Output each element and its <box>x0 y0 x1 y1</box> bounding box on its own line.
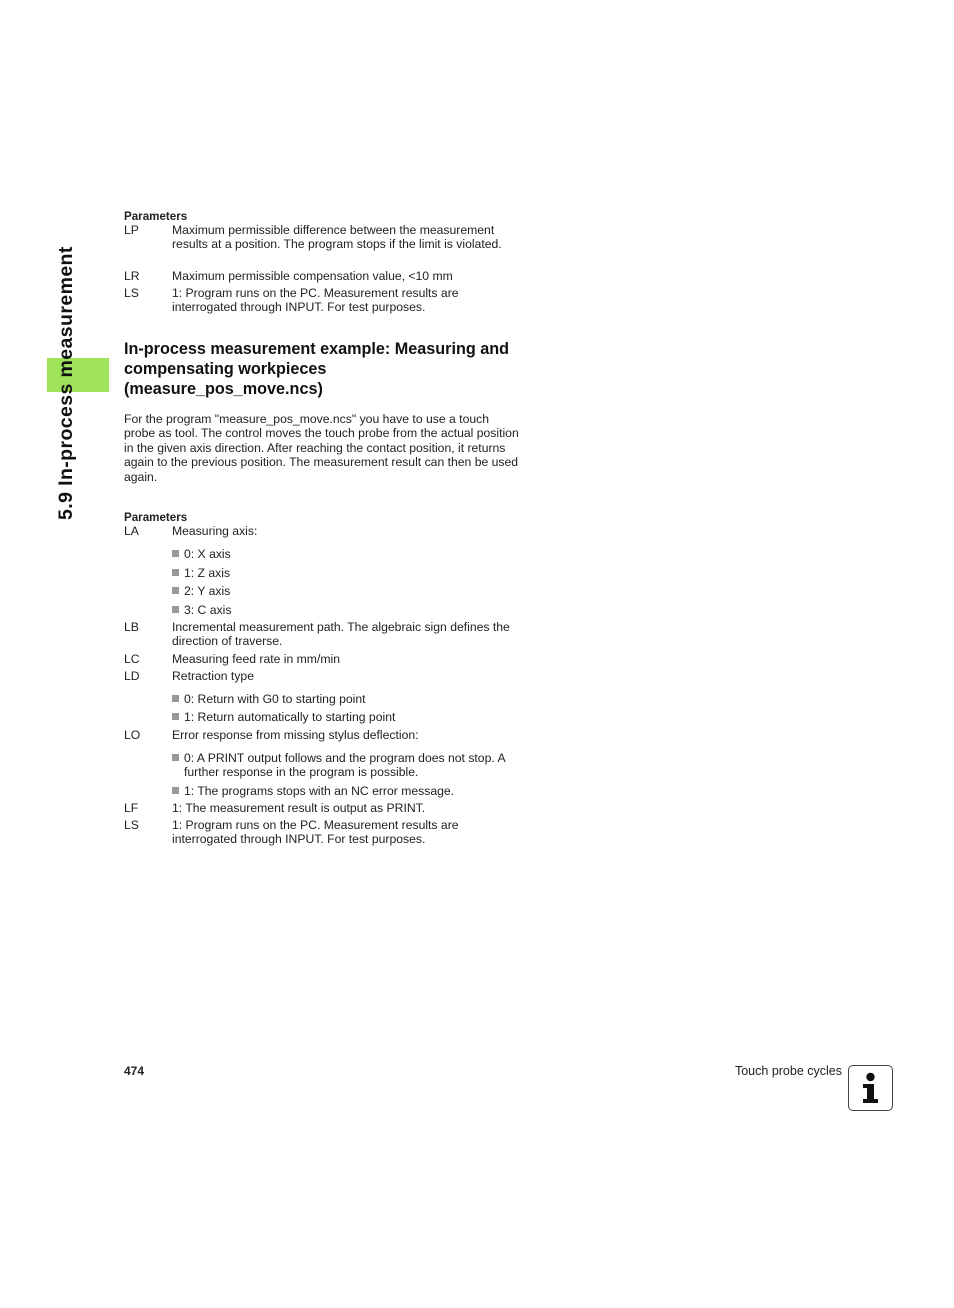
param-key: LB <box>124 620 139 634</box>
param-value: Maximum permissible compensation value, <10 mm <box>172 269 453 283</box>
intro-paragraph: For the program "measure_pos_move.ncs" you have to use a touch probe as tool. The control moves the touch probe from the actual position in the given axis direction. After reaching the contact position, it returns again to the previous position. The measurement result can then be used again. <box>124 412 519 484</box>
param-value: 1: The measurement result is output as PRINT. <box>172 801 426 815</box>
option-text: 1: Return automatically to starting point <box>184 710 396 724</box>
page-number: 474 <box>124 1064 145 1078</box>
param-value: Maximum permissible difference between the measurement results at a position. The program stops if the limit is violated. <box>172 223 502 252</box>
option-text: 2: Y axis <box>184 584 231 598</box>
param-value: Incremental measurement path. The algebraic sign defines the direction of traverse. <box>172 620 510 649</box>
param-value: 1: Program runs on the PC. Measurement results are interrogated through INPUT. For test purposes. <box>172 818 459 847</box>
param-key: LO <box>124 728 141 742</box>
option-text: 0: A PRINT output follows and the program does not stop. A further response in the program is possible. <box>184 751 505 780</box>
info-icon <box>848 1065 893 1111</box>
list-item <box>172 584 524 598</box>
footer-label: Touch probe cycles <box>734 1064 842 1078</box>
list-item <box>172 603 524 617</box>
bullet-square-icon <box>172 587 179 594</box>
param-key: LS <box>124 818 139 832</box>
list-item <box>172 547 524 561</box>
section-heading: In-process measurement example: Measuring and compensating workpieces (measure_pos_move.ncs) <box>124 340 510 398</box>
param-value: Measuring feed rate in mm/min <box>172 652 340 666</box>
bullet-square-icon <box>172 787 179 794</box>
option-text: 1: The programs stops with an NC error message. <box>184 784 455 798</box>
param-value: Error response from missing stylus deflection: <box>172 728 419 742</box>
parameters-heading: Parameters <box>124 210 188 223</box>
bullet-square-icon <box>172 754 179 761</box>
bullet-square-icon <box>172 606 179 613</box>
bullet-square-icon <box>172 713 179 720</box>
param-key: LD <box>124 669 140 683</box>
option-text: 0: X axis <box>184 547 231 561</box>
param-key: LS <box>124 286 139 300</box>
param-key: LR <box>124 269 140 283</box>
param-value: Retraction type <box>172 669 254 683</box>
bullet-square-icon <box>172 569 179 576</box>
option-text: 1: Z axis <box>184 566 231 580</box>
list-item <box>172 692 524 706</box>
chapter-title: 5.9 In-process measurement <box>55 246 77 520</box>
parameters-heading: Parameters <box>124 511 188 524</box>
list-item <box>172 784 524 798</box>
param-key: LF <box>124 801 139 815</box>
list-item <box>172 751 524 779</box>
param-key: LA <box>124 524 139 538</box>
param-key: LC <box>124 652 140 666</box>
param-value: Measuring axis: <box>172 524 258 538</box>
list-item <box>172 566 524 580</box>
param-value: 1: Program runs on the PC. Measurement results are interrogated through INPUT. For test purposes. <box>172 286 459 315</box>
bullet-square-icon <box>172 695 179 702</box>
bullet-square-icon <box>172 550 179 557</box>
option-text: 0: Return with G0 to starting point <box>184 692 366 706</box>
list-item <box>172 710 524 724</box>
option-text: 3: C axis <box>184 603 232 617</box>
param-key: LP <box>124 223 139 237</box>
